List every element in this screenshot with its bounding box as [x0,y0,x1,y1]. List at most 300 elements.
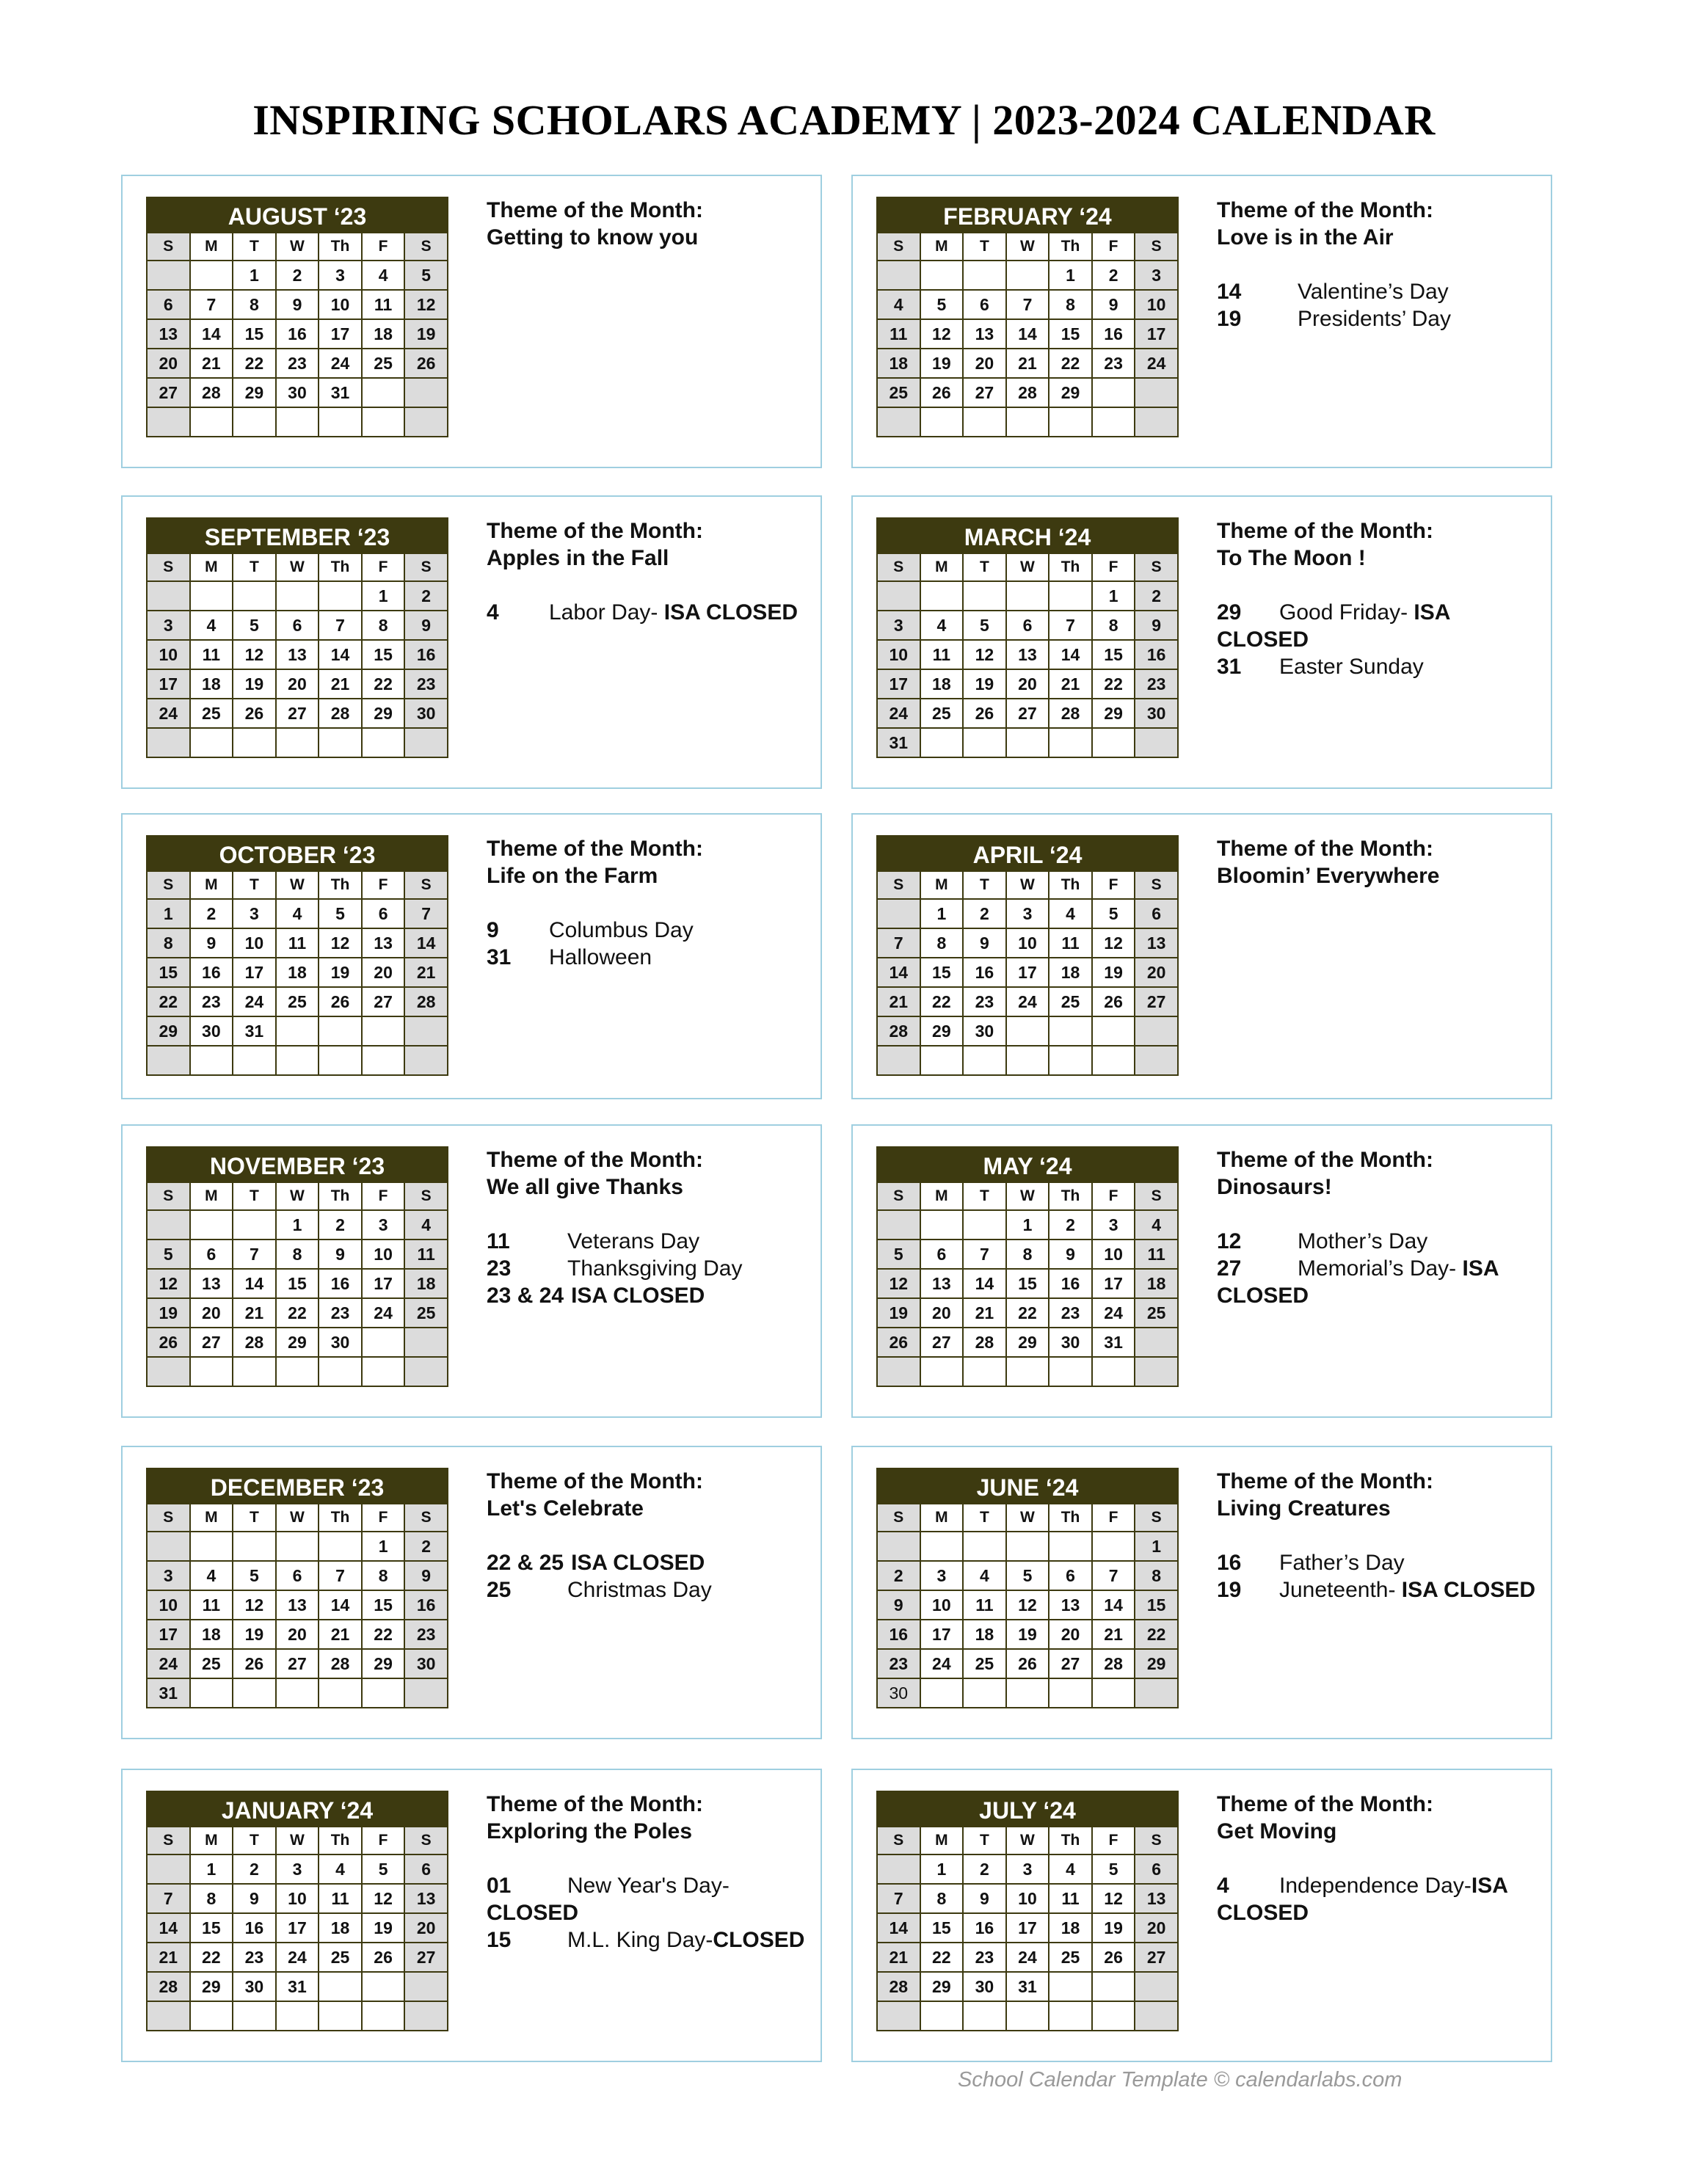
week-row [877,1678,1178,1708]
weekday-label: T [963,553,1006,581]
weekday-label: F [362,1182,405,1210]
weekday-label: S [877,1504,920,1532]
day-cell: 23 [1135,669,1178,699]
weekday-label: W [276,871,319,899]
empty-cell [276,581,319,611]
week-row [147,1046,448,1075]
day-cell: 13 [920,1269,964,1298]
theme-label: Theme of the Month: [487,1792,703,1816]
empty-cell [920,581,964,611]
event-date: 14 [1217,280,1242,304]
weekday-label: F [362,553,405,581]
day-cell: 29 [190,1972,233,2001]
weekday-label: T [233,871,276,899]
weekday-label: W [1006,233,1049,261]
week-row [147,1357,448,1386]
day-cell: 16 [963,958,1006,987]
day-grid [146,1826,448,2031]
empty-cell [1135,1357,1178,1386]
day-cell: 14 [147,1913,190,1943]
weekday-label: T [963,871,1006,899]
day-cell: 8 [276,1240,319,1269]
day-cell: 20 [276,669,319,699]
empty-cell [1006,407,1049,437]
day-cell: 7 [877,1884,920,1913]
empty-cell [1049,2001,1092,2031]
day-cell: 15 [920,1913,964,1943]
event-closed: ISA CLOSED [1217,600,1450,652]
theme-label: Theme of the Month: [487,837,703,861]
week-row [147,1972,448,2001]
day-cell: 14 [877,1913,920,1943]
weekday-label: S [1135,553,1178,581]
empty-cell [877,2001,920,2031]
day-cell: 9 [404,611,448,640]
day-cell: 19 [1092,1913,1135,1943]
day-cell: 24 [1006,1943,1049,1972]
event-name: Father’s Day [1279,1551,1405,1575]
day-cell: 25 [1135,1298,1178,1328]
day-cell: 12 [404,290,448,319]
day-cell: 12 [362,1884,405,1913]
day-cell: 19 [920,349,964,378]
day-cell: 13 [1049,1590,1092,1620]
day-cell: 28 [877,1972,920,2001]
weekday-label: Th [1049,1827,1092,1854]
day-cell: 27 [920,1328,964,1357]
day-cell: 24 [1092,1298,1135,1328]
day-cell: 15 [147,958,190,987]
empty-cell [362,2001,405,2031]
empty-cell [233,1532,276,1561]
day-cell: 4 [1049,899,1092,928]
day-cell: 3 [920,1561,964,1590]
day-cell: 9 [190,928,233,958]
empty-cell [276,2001,319,2031]
day-cell: 21 [319,669,362,699]
day-cell: 8 [362,611,405,640]
day-grid [146,870,448,1076]
event-name: Good Friday- [1279,600,1414,625]
empty-cell [1092,378,1135,407]
day-cell: 6 [963,290,1006,319]
weekday-label: M [190,1827,233,1854]
day-cell: 1 [1135,1532,1178,1561]
month-header: JANUARY ‘24 [146,1791,448,1826]
empty-cell [877,1046,920,1075]
day-grid [876,1503,1179,1708]
empty-cell [362,1046,405,1075]
week-row [877,1590,1178,1620]
day-cell: 26 [147,1328,190,1357]
month-header: OCTOBER ‘23 [146,835,448,870]
empty-cell [190,407,233,437]
week-row [147,1016,448,1046]
empty-cell [319,1046,362,1075]
week-row [877,407,1178,437]
week-row [147,1649,448,1678]
day-cell: 19 [877,1298,920,1328]
day-cell: 29 [362,699,405,728]
weekday-header-row [877,553,1178,581]
empty-cell [276,1678,319,1708]
event-closed: ISA CLOSED [571,1551,705,1575]
day-cell: 6 [190,1240,233,1269]
empty-cell [1006,1016,1049,1046]
month-header: NOVEMBER ‘23 [146,1146,448,1182]
day-cell: 6 [362,899,405,928]
month-card [851,1769,1552,2062]
empty-cell [1006,2001,1049,2031]
day-cell: 10 [1135,290,1178,319]
day-cell: 18 [190,1620,233,1649]
day-cell: 30 [233,1972,276,2001]
week-row [877,699,1178,728]
day-grid [876,1182,1179,1387]
day-cell: 20 [147,349,190,378]
event-name: Thanksgiving Day [567,1256,743,1281]
empty-cell [1135,378,1178,407]
day-cell: 2 [276,261,319,290]
month-header: DECEMBER ‘23 [146,1468,448,1503]
day-cell: 5 [362,1854,405,1884]
weekday-label: T [963,1827,1006,1854]
week-row [147,2001,448,2031]
month-card [121,1124,822,1418]
week-row [877,1210,1178,1240]
day-cell: 25 [1049,1943,1092,1972]
spacer [487,1201,810,1228]
week-row [147,928,448,958]
weekday-label: S [147,871,190,899]
day-cell: 17 [1135,319,1178,349]
day-cell: 1 [1006,1210,1049,1240]
week-row [877,1532,1178,1561]
empty-cell [963,1678,1006,1708]
empty-cell [920,1046,964,1075]
day-cell: 1 [1049,261,1092,290]
day-cell: 30 [877,1678,920,1708]
event-item [487,1549,810,1576]
event-closed: ISA CLOSED [1217,1256,1499,1308]
empty-cell [147,1357,190,1386]
day-cell: 19 [963,669,1006,699]
day-cell: 22 [1006,1298,1049,1328]
weekday-label: S [877,553,920,581]
weekday-label: W [1006,1827,1049,1854]
day-cell: 20 [404,1913,448,1943]
month-info [1217,517,1540,680]
empty-cell [404,728,448,757]
weekday-label: T [963,1182,1006,1210]
empty-cell [1092,1357,1135,1386]
event-item [487,1576,810,1604]
empty-cell [1092,1532,1135,1561]
month-header: MAY ‘24 [876,1146,1179,1182]
weekday-label: S [1135,871,1178,899]
day-cell: 1 [233,261,276,290]
empty-cell [190,1210,233,1240]
empty-cell [276,1532,319,1561]
empty-cell [1049,1678,1092,1708]
event-item [1217,1255,1540,1309]
event-name: Valentine’s Day [1298,280,1449,304]
month-card [851,495,1552,789]
day-cell: 21 [147,1943,190,1972]
week-row [877,728,1178,757]
day-cell: 1 [276,1210,319,1240]
day-cell: 7 [190,290,233,319]
day-cell: 10 [1092,1240,1135,1269]
empty-cell [404,1328,448,1357]
month-info [1217,835,1540,889]
theme-label: Theme of the Month: [1217,1792,1433,1816]
weekday-label: F [1092,1182,1135,1210]
day-cell: 9 [404,1561,448,1590]
empty-cell [404,1972,448,2001]
day-cell: 6 [920,1240,964,1269]
month-calendar [876,1791,1179,2031]
weekday-header-row [147,233,448,261]
day-cell: 22 [1092,669,1135,699]
day-cell: 16 [1135,640,1178,669]
day-cell: 18 [1135,1269,1178,1298]
day-cell: 2 [1135,581,1178,611]
day-cell: 17 [1092,1269,1135,1298]
day-cell: 14 [404,928,448,958]
event-name: Juneteenth- [1279,1578,1402,1602]
week-row [877,928,1178,958]
day-cell: 19 [147,1298,190,1328]
event-item [1217,1872,1540,1926]
weekday-label: M [190,1182,233,1210]
day-cell: 6 [276,1561,319,1590]
theme-label: Theme of the Month: [1217,1469,1433,1493]
day-cell: 25 [190,699,233,728]
weekday-header-row [877,233,1178,261]
theme-value: Dinosaurs! [1217,1175,1332,1199]
day-cell: 15 [920,958,964,987]
week-row [877,669,1178,699]
empty-cell [1092,2001,1135,2031]
day-cell: 10 [276,1884,319,1913]
day-cell: 25 [404,1298,448,1328]
empty-cell [319,2001,362,2031]
event-item [1217,1228,1540,1255]
day-cell: 20 [1006,669,1049,699]
week-row [877,261,1178,290]
day-cell: 18 [963,1620,1006,1649]
day-cell: 4 [1135,1210,1178,1240]
weekday-label: M [920,1504,964,1532]
event-item [487,599,810,626]
day-cell: 11 [362,290,405,319]
day-cell: 7 [404,899,448,928]
weekday-label: Th [1049,1182,1092,1210]
month-card [121,813,822,1099]
empty-cell [963,1532,1006,1561]
theme-value: Love is in the Air [1217,225,1394,250]
day-cell: 5 [920,290,964,319]
event-item [487,1926,810,1954]
empty-cell [877,407,920,437]
day-cell: 8 [920,928,964,958]
weekday-label: T [963,233,1006,261]
day-cell: 30 [319,1328,362,1357]
day-cell: 12 [877,1269,920,1298]
day-cell: 21 [404,958,448,987]
day-cell: 30 [190,1016,233,1046]
weekday-label: T [233,553,276,581]
empty-cell [1135,1678,1178,1708]
day-cell: 18 [319,1913,362,1943]
day-cell: 28 [404,987,448,1016]
week-row [877,581,1178,611]
day-cell: 16 [319,1269,362,1298]
day-cell: 7 [1049,611,1092,640]
weekday-label: Th [319,1827,362,1854]
spacer [1217,1522,1540,1549]
day-cell: 18 [1049,1913,1092,1943]
empty-cell [362,378,405,407]
day-cell: 31 [1006,1972,1049,2001]
month-card [121,175,822,468]
day-cell: 13 [1135,1884,1178,1913]
day-cell: 18 [1049,958,1092,987]
theme-value: Apples in the Fall [487,546,669,570]
event-item [487,1872,810,1926]
day-cell: 2 [404,1532,448,1561]
day-cell: 2 [319,1210,362,1240]
day-cell: 28 [319,1649,362,1678]
weekday-label: T [233,1504,276,1532]
spacer [487,889,810,917]
event-item [1217,1549,1540,1576]
day-cell: 21 [1049,669,1092,699]
empty-cell [1092,1016,1135,1046]
day-cell: 9 [276,290,319,319]
day-cell: 29 [1049,378,1092,407]
day-cell: 19 [319,958,362,987]
event-item [1217,1576,1540,1604]
empty-cell [362,1972,405,2001]
month-header: MARCH ‘24 [876,517,1179,553]
weekday-label: S [147,1504,190,1532]
theme-label: Theme of the Month: [1217,519,1433,543]
day-cell: 2 [877,1561,920,1590]
month-info [1217,1146,1540,1309]
day-cell: 23 [877,1649,920,1678]
week-row [877,2001,1178,2031]
weekday-label: M [190,553,233,581]
day-cell: 22 [233,349,276,378]
day-cell: 19 [233,669,276,699]
theme-value: Get Moving [1217,1819,1337,1843]
theme-value: To The Moon ! [1217,546,1366,570]
theme-label: Theme of the Month: [487,519,703,543]
theme-label: Theme of the Month: [487,198,703,222]
week-row [877,319,1178,349]
day-cell: 26 [1092,1943,1135,1972]
empty-cell [404,1016,448,1046]
day-cell: 7 [147,1884,190,1913]
day-cell: 5 [233,611,276,640]
event-closed: CLOSED [487,1901,579,1925]
day-cell: 13 [190,1269,233,1298]
weekday-label: S [877,871,920,899]
weekday-label: Th [319,233,362,261]
month-card [121,1446,822,1739]
day-cell: 18 [920,669,964,699]
month-header: AUGUST ‘23 [146,197,448,232]
event-name: Memorial’s Day- [1298,1256,1463,1281]
day-cell: 6 [276,611,319,640]
day-cell: 27 [1049,1649,1092,1678]
weekday-header-row [877,1827,1178,1854]
day-cell: 31 [233,1016,276,1046]
day-cell: 20 [1049,1620,1092,1649]
day-cell: 15 [362,640,405,669]
day-cell: 9 [233,1884,276,1913]
day-cell: 13 [362,928,405,958]
day-cell: 4 [362,261,405,290]
day-cell: 27 [276,699,319,728]
day-cell: 13 [1006,640,1049,669]
day-cell: 14 [233,1269,276,1298]
day-grid [146,232,448,437]
day-cell: 11 [404,1240,448,1269]
day-cell: 13 [276,640,319,669]
day-cell: 7 [877,928,920,958]
theme-label: Theme of the Month: [1217,1148,1433,1172]
week-row [877,1854,1178,1884]
month-calendar [876,835,1179,1076]
empty-cell [319,407,362,437]
day-cell: 10 [233,928,276,958]
empty-cell [920,1357,964,1386]
day-cell: 31 [877,728,920,757]
day-cell: 10 [1006,1884,1049,1913]
day-cell: 5 [319,899,362,928]
day-cell: 3 [319,261,362,290]
day-cell: 16 [877,1620,920,1649]
weekday-label: S [877,1182,920,1210]
month-card [121,1769,822,2062]
empty-cell [319,1678,362,1708]
empty-cell [1092,1046,1135,1075]
day-cell: 23 [963,1943,1006,1972]
day-cell: 30 [1049,1328,1092,1357]
day-cell: 16 [190,958,233,987]
day-cell: 22 [190,1943,233,1972]
month-calendar [146,1791,448,2031]
weekday-label: T [233,1182,276,1210]
empty-cell [190,261,233,290]
weekday-label: W [276,233,319,261]
month-calendar [876,1468,1179,1708]
day-cell: 2 [963,899,1006,928]
week-row [147,699,448,728]
empty-cell [319,1972,362,2001]
month-calendar [876,1146,1179,1387]
day-cell: 14 [319,640,362,669]
day-cell: 28 [1006,378,1049,407]
empty-cell [1049,1532,1092,1561]
day-cell: 25 [877,378,920,407]
day-cell: 3 [1135,261,1178,290]
day-cell: 7 [233,1240,276,1269]
day-cell: 17 [920,1620,964,1649]
